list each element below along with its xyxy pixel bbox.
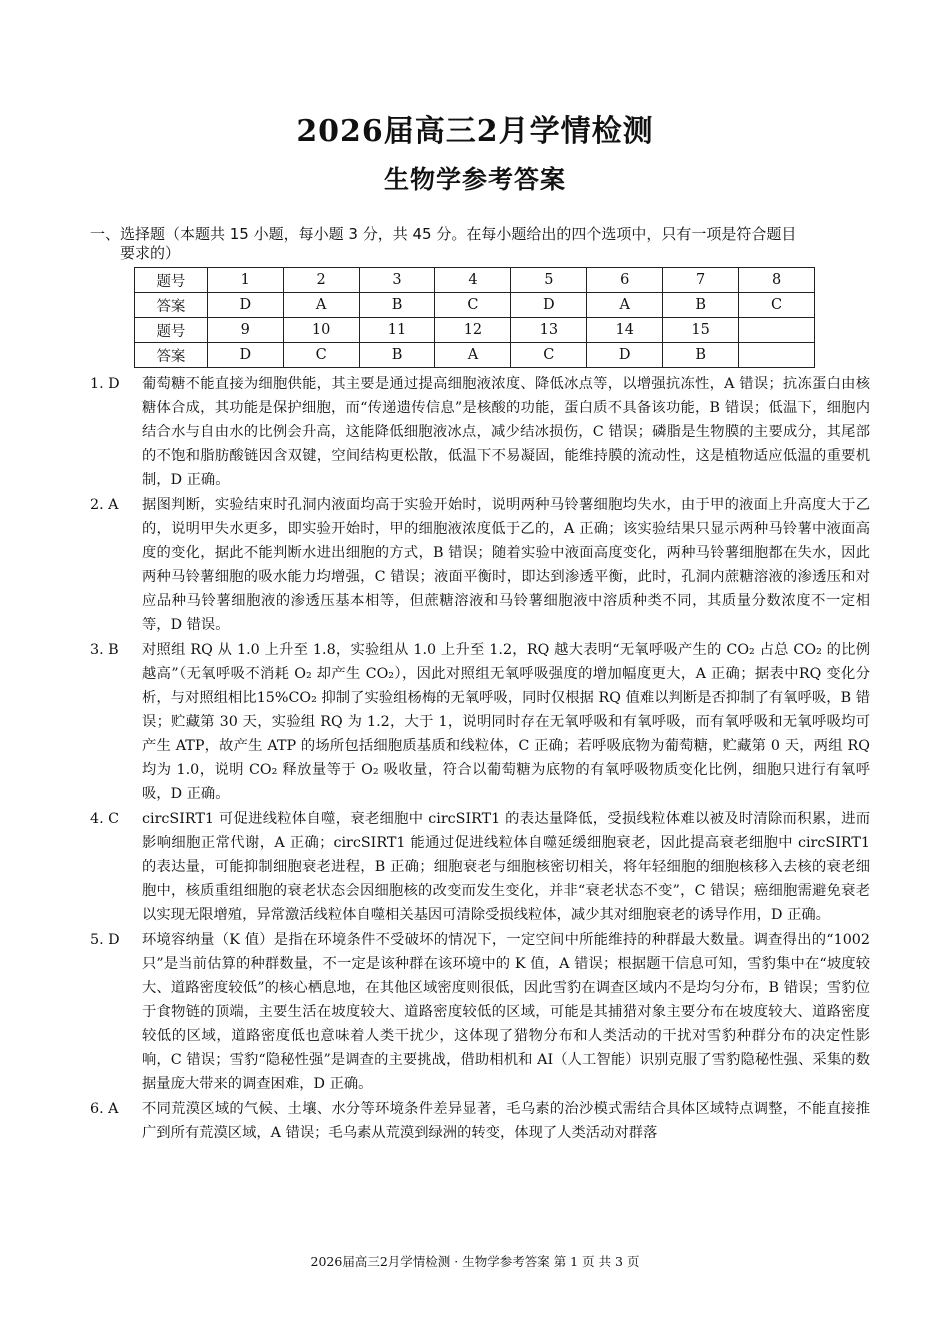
explanation-number: 4. C [90,811,120,827]
explanation-text: 葡萄糖不能直接为细胞供能，其主要是通过提高细胞液浓度、降低冰点等，以增强抗冻性，A 错误；抗冻蛋白由核糖体合成，其功能是保护细胞，而“传递遗传信息”是核酸的功能，蛋白质不具备该功能，B 错误；低温下，细胞内结合水与自由水的比例会升高，这能降低细胞液冰点，减少结冰损伤，C 错误；磷脂是生物膜的主要成分，其尾部的不饱和脂肪酸链因含双键，空间结构更松散，低温下不易凝固，能维持膜的流动性，这是植物适应低温的重要机制，D 正确。 [142,376,870,488]
table-row-answers-1 [135,293,815,318]
table-cell: 2 [283,268,359,293]
table-cell: 10 [283,318,359,343]
table-cell: 6 [587,268,663,293]
explanation-text: circSIRT1 可促进线粒体自噬，衰老细胞中 circSIRT1 的表达量降低，受损线粒体难以被及时清除而积累，进而影响细胞正常代谢，A 正确；circSIRT1 能通过促进线粒体自噬延缓细胞衰老，因此提高衰老细胞中 circSIRT1 的表达量，可能抑制细胞衰老进程，B 正确；细胞衰老与细胞核密切相关，将年轻细胞的细胞核移入去核的衰老细胞中，核质重组细胞的衰老状态会因细胞核的改变而发生变化，并非“衰老状态不变”，C 错误；癌细胞需避免衰老以实现无限增殖，异常激活线粒体自噬相关基因可清除受损线粒体，减少其对细胞衰老的诱导作用，D 正确。 [142,811,870,923]
table-cell: C [435,293,511,318]
section-heading [90,225,870,263]
explanations-list [90,372,870,1146]
table-cell: 8 [739,268,815,293]
table-cell: D [511,293,587,318]
table-row-answers-2 [135,343,815,368]
table-cell: B [359,343,435,368]
explanation-number: 5. D [90,932,120,948]
table-cell: 3 [359,268,435,293]
explanation-text: 据图判断，实验结束时孔洞内液面均高于实验开始时，说明两种马铃薯细胞均失水，由于甲的液面上升高度大于乙的，说明甲失水更多，即实验开始时，甲的细胞液浓度低于乙的，A 正确；该实验结果只显示两种马铃薯中液面高度的变化，据此不能判断水进出细胞的方式，B 错误；随着实验中液面高度变化，两种马铃薯细胞都在失水，因此两种马铃薯细胞的吸水能力均增强，C 错误；液面平衡时，即达到渗透平衡，此时，孔洞内蔗糖溶液的渗透压和对应品种马铃薯细胞液的渗透压基本相等，但蔗糖溶液和马铃薯细胞液中溶质种类不同，其质量分数浓度不一定相等，D 错误。 [142,497,870,633]
table-cell: 7 [663,268,739,293]
table-cell: 13 [511,318,587,343]
explanation-item-2 [90,493,870,637]
section-heading-continued: 要求的） [120,244,181,262]
table-cell: D [587,343,663,368]
table-cell: 12 [435,318,511,343]
table-header-cell: 题号 [135,268,208,293]
explanation-number: 2. A [90,497,119,513]
table-cell: 14 [587,318,663,343]
explanation-item-3 [90,638,870,806]
page-footer: 2026届高三2月学情检测 · 生物学参考答案 第 1 页 共 3 页 [310,1254,640,1269]
explanation-text: 环境容纳量（K 值）是指在环境条件不受破坏的情况下，一定空间中所能维持的种群最大数量。调查得出的“1002 只”是当前估算的种群数量，不一定是该种群在该环境中的 K 值，A 错误；根据题干信息可知，雪豹集中在“坡度较大、道路密度较低”的核心栖息地，在其他区域密度则很低，因此雪豹在调查区域内不是均匀分布，B 错误；雪豹位于食物链的顶端，主要生活在坡度较大、道路密度较低的区域，可能是其捕猎对象主要分布在坡度较大、道路密度较低的区域，道路密度低也意味着人类干扰少，这体现了猎物分布和人类活动的干扰对雪豹种群分布的决定性影响，C 错误；雪豹“隐秘性强”是调查的主要挑战，借助相机和 AI（人工智能）识别克服了雪豹隐秘性强、采集的数据量庞大带来的调查困难，D 正确。 [142,932,870,1092]
table-cell: B [359,293,435,318]
table-cell: D [207,343,283,368]
answer-table [134,267,815,368]
explanation-item-6 [90,1097,870,1145]
table-cell: B [663,343,739,368]
section-heading-text: 一、选择题（本题共 15 小题，每小题 3 分，共 45 分。在每小题给出的四个选项中，只有一项是符合题目 [90,225,797,243]
explanation-number: 1. D [90,376,120,392]
explanation-text: 不同荒漠区域的气候、土壤、水分等环境条件差异显著，毛乌素的治沙模式需结合具体区域特点调整，不能直接推广到所有荒漠区域，A 错误；毛乌素从荒漠到绿洲的转变，体现了人类活动对群落 [142,1101,870,1141]
table-row-question-numbers-2 [135,318,815,343]
table-cell: B [663,293,739,318]
explanation-item-5 [90,928,870,1096]
table-cell: 15 [663,318,739,343]
table-row-question-numbers-1 [135,268,815,293]
table-cell: C [283,343,359,368]
explanation-item-1 [90,372,870,492]
table-cell: 5 [511,268,587,293]
table-header-cell: 答案 [135,343,208,368]
page-title: 2026届高三2月学情检测 [296,114,654,149]
explanation-number: 3. B [90,642,119,658]
page-subtitle: 生物学参考答案 [383,165,566,194]
table-header-cell: 题号 [135,318,208,343]
table-header-cell: 答案 [135,293,208,318]
table-cell: 4 [435,268,511,293]
table-cell: A [587,293,663,318]
table-cell: C [739,293,815,318]
table-cell: D [207,293,283,318]
table-cell: A [283,293,359,318]
explanation-text: 对照组 RQ 从 1.0 上升至 1.8，实验组从 1.0 上升至 1.2，RQ 越大表明“无氧呼吸产生的 CO₂ 占总 CO₂ 的比例越高”（无氧呼吸不消耗 O₂ 却产生 CO₂），因此对照组无氧呼吸强度的增加幅度更大，A 正确；据表中RQ 变化分析，与对照组相比15%CO₂ 抑制了实验组杨梅的无氧呼吸，同时仅根据 RQ 值难以判断是否抑制了有氧呼吸，B 错误；贮藏第 30 天，实验组 RQ 为 1.2，大于 1，说明同时存在无氧呼吸和有氧呼吸，而有氧呼吸和无氧呼吸均可产生 ATP，故产生 ATP 的场所包括细胞质基质和线粒体，C 正确；若呼吸底物为葡萄糖，贮藏第 0 天，两组 RQ 均为 1.0，说明 CO₂ 释放量等于 O₂ 吸收量，符合以葡萄糖为底物的有氧呼吸物质变化比例，细胞只进行有氧呼吸，D 正确。 [142,642,870,802]
table-cell: 1 [207,268,283,293]
table-cell [739,318,815,343]
table-cell: C [511,343,587,368]
explanation-item-4 [90,807,870,927]
table-cell [739,343,815,368]
table-cell: 11 [359,318,435,343]
table-cell: 9 [207,318,283,343]
explanation-number: 6. A [90,1101,119,1117]
table-cell: A [435,343,511,368]
